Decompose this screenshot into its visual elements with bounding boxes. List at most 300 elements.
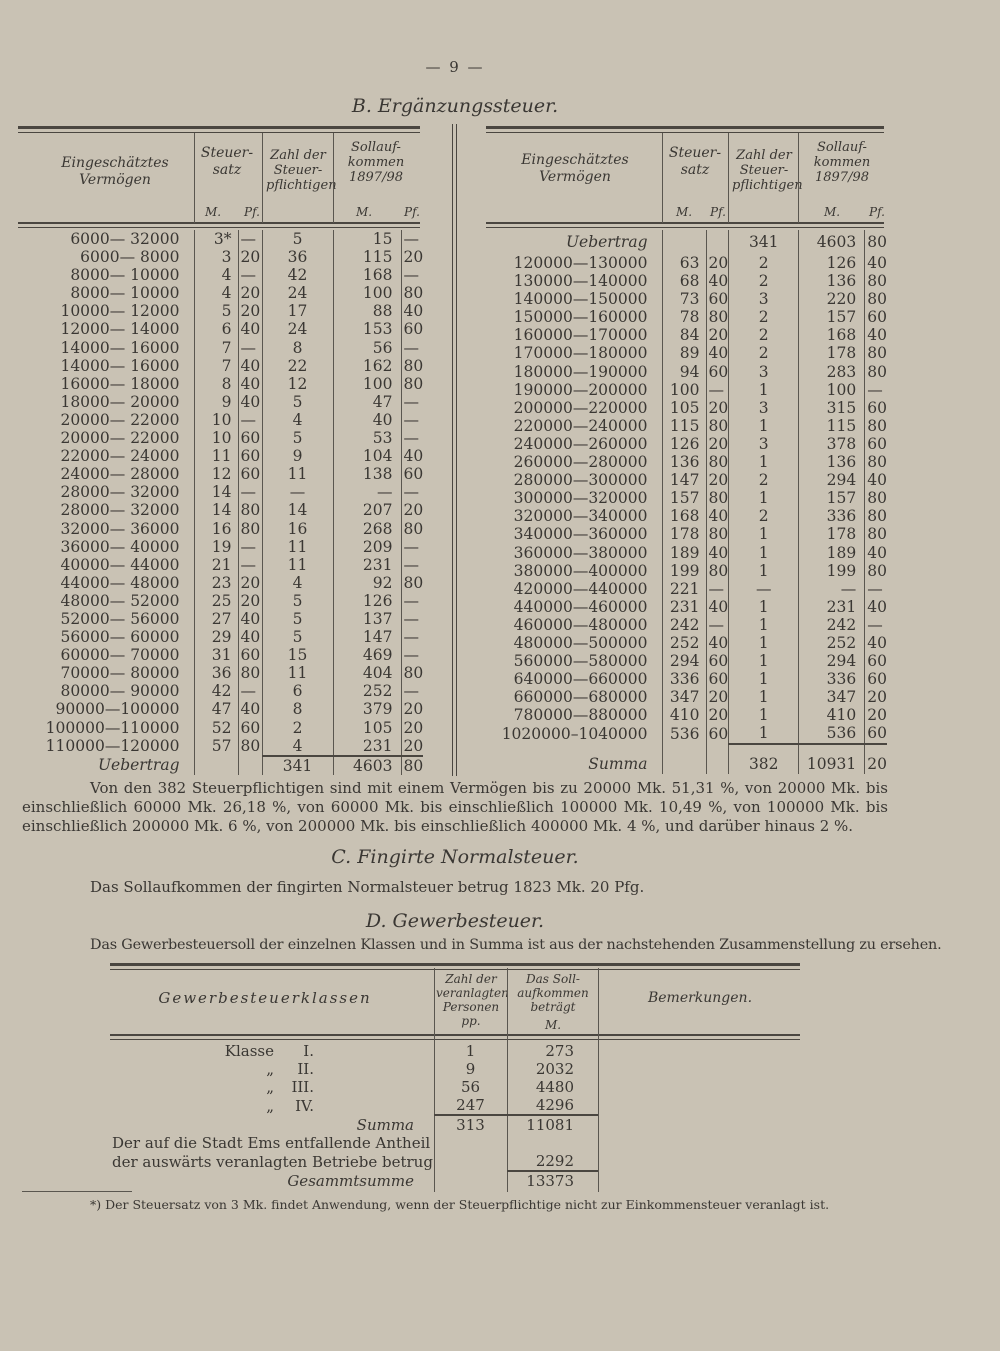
yield-pf-cell: 80 xyxy=(865,272,887,290)
rate-mark-cell: 4 xyxy=(194,284,238,302)
yield-mark-cell: 147 xyxy=(362,628,393,647)
gewerbe-count-cell: 247 xyxy=(456,1096,485,1114)
wealth-range-cell: 10000— 12000 xyxy=(60,302,180,321)
rate-mark-cell: 94 xyxy=(662,363,706,381)
wealth-range-cell: 90000—100000 xyxy=(55,700,180,719)
yield-pf-cell: 20 xyxy=(401,700,423,718)
gewerbe-top-rule xyxy=(110,963,800,970)
class-numeral: II. xyxy=(297,1060,314,1078)
gewerbe-summa-n: 313 xyxy=(434,1115,507,1134)
table-row xyxy=(18,520,423,538)
wealth-range-cell: 140000—150000 xyxy=(513,290,648,309)
gewerbe-count-cell: 56 xyxy=(460,1078,481,1096)
table-row xyxy=(486,598,887,616)
rate-pf-cell: 20 xyxy=(238,574,262,592)
left-header-steuersatz: Steuer- satz xyxy=(200,145,254,178)
table-row xyxy=(18,556,423,574)
yield-mark-cell: 137 xyxy=(362,609,393,628)
yield-pf-cell: — xyxy=(401,646,423,664)
rate-mark-cell: 147 xyxy=(662,471,706,489)
taxpayer-count-cell: 1 xyxy=(729,417,799,435)
gewerbe-table xyxy=(110,1042,598,1190)
yield-mark-cell: 294 xyxy=(826,471,857,490)
class-prefix: „ xyxy=(266,1096,274,1115)
wealth-range-cell: 60000— 70000 xyxy=(60,646,180,665)
rate-pf-cell: 40 xyxy=(238,628,262,646)
left-unit-mark: M. xyxy=(205,205,222,219)
table-row xyxy=(18,302,423,320)
wealth-range-cell: 160000—170000 xyxy=(513,326,648,345)
wealth-range-cell: 100000—110000 xyxy=(45,718,180,737)
right-carry-row xyxy=(486,230,887,254)
rate-mark-cell: 68 xyxy=(662,272,706,290)
rate-mark-cell: 19 xyxy=(194,538,238,556)
wealth-range-cell: 6000— 8000 xyxy=(80,248,180,267)
gewerbe-class-label xyxy=(110,1078,434,1096)
wealth-range-cell: 640000—660000 xyxy=(513,670,648,689)
rate-pf-cell: 60 xyxy=(706,724,729,743)
table-row xyxy=(486,435,887,453)
taxpayer-count-cell: 11 xyxy=(262,556,333,574)
taxpayer-count-cell: 1 xyxy=(729,598,799,616)
left-header-soll: Sollauf- kommen 1897/98 xyxy=(347,140,405,185)
taxpayer-count-cell: 14 xyxy=(262,501,333,519)
right-col-line xyxy=(798,133,799,223)
taxpayer-count-cell: — xyxy=(262,483,333,501)
rate-mark-cell: 347 xyxy=(662,688,706,706)
rate-mark-cell: 23 xyxy=(194,574,238,592)
rate-pf-cell: 60 xyxy=(706,363,729,381)
yield-mark-cell: 178 xyxy=(826,344,857,363)
right-col-line xyxy=(728,133,729,223)
yield-mark-cell: 157 xyxy=(826,489,857,508)
yield-pf-cell: 80 xyxy=(401,664,423,682)
taxpayer-count-cell: 1 xyxy=(729,562,799,580)
right-col-line xyxy=(662,133,663,223)
wealth-range-cell: 170000—180000 xyxy=(513,344,648,363)
yield-mark-cell: 404 xyxy=(362,664,393,683)
taxpayer-count-cell: 5 xyxy=(262,628,333,646)
yield-mark-cell: 242 xyxy=(826,615,857,634)
rate-mark-cell: 410 xyxy=(662,706,706,724)
wealth-range-cell: 12000— 14000 xyxy=(60,320,180,339)
rate-mark-cell: 47 xyxy=(194,700,238,718)
yield-pf-cell: — xyxy=(401,429,423,447)
yield-pf-cell: 20 xyxy=(401,719,423,737)
rate-pf-cell: — xyxy=(238,339,262,357)
taxpayer-count-cell: 1 xyxy=(729,706,799,724)
rate-pf-cell: 20 xyxy=(706,254,729,272)
gewerbe-summa-label: Summa xyxy=(356,1115,414,1134)
table-row xyxy=(18,465,423,483)
gewerbe-count-cell: 1 xyxy=(465,1042,476,1060)
rate-pf-cell: 40 xyxy=(238,357,262,375)
rate-pf-cell: 60 xyxy=(238,447,262,465)
table-row xyxy=(486,363,887,381)
right-unit-soll-pf: Pf. xyxy=(869,205,885,219)
rate-pf-cell: — xyxy=(706,381,729,399)
right-total-label: Summa xyxy=(588,755,648,774)
table-row xyxy=(486,290,887,308)
yield-pf-cell: 80 xyxy=(865,489,887,507)
gewerbe-class-row xyxy=(110,1078,598,1096)
class-numeral: III. xyxy=(291,1078,314,1096)
rate-mark-cell: 157 xyxy=(662,489,706,507)
taxpayer-count-cell: 5 xyxy=(262,429,333,447)
footnote: *) Der Steuersatz von 3 Mk. findet Anwendung, wenn der Steuerpflichtige nicht zur Einkommensteuer veranlagt ist. xyxy=(90,1197,830,1212)
rate-mark-cell: 63 xyxy=(662,254,706,272)
gewerbe-yield-cell: 2032 xyxy=(535,1060,574,1078)
yield-pf-cell: — xyxy=(401,411,423,429)
taxpayer-count-cell: 1 xyxy=(729,688,799,706)
left-total-label: Uebertrag xyxy=(97,756,180,775)
rate-mark-cell: 36 xyxy=(194,664,238,682)
rate-mark-cell: 16 xyxy=(194,520,238,538)
wealth-range-cell: 460000—480000 xyxy=(513,615,648,634)
rate-mark-cell: 29 xyxy=(194,628,238,646)
taxpayer-count-cell: 11 xyxy=(262,538,333,556)
table-row xyxy=(486,724,887,743)
yield-mark-cell: 40 xyxy=(372,410,393,429)
yield-mark-cell: 92 xyxy=(372,573,393,592)
taxpayer-count-cell: 11 xyxy=(262,465,333,483)
taxpayer-count-cell: 5 xyxy=(262,393,333,411)
table-row xyxy=(486,670,887,688)
rate-pf-cell: 20 xyxy=(238,248,262,266)
gewerbe-gesamt-label: Gesammtsumme xyxy=(287,1171,414,1190)
taxpayer-count-cell: 1 xyxy=(729,381,799,399)
yield-pf-cell: — xyxy=(401,230,423,248)
wealth-range-cell: 14000— 16000 xyxy=(60,338,180,357)
table-row xyxy=(486,634,887,652)
rate-pf-cell: 20 xyxy=(706,435,729,453)
rate-pf-cell: 60 xyxy=(238,646,262,664)
rate-pf-cell: 40 xyxy=(706,507,729,525)
left-total-n: 341 xyxy=(262,756,333,775)
class-prefix: Klasse xyxy=(224,1042,274,1060)
yield-pf-cell: — xyxy=(401,610,423,628)
wealth-range-cell: 20000— 22000 xyxy=(60,410,180,429)
rate-pf-cell: 60 xyxy=(706,290,729,308)
yield-pf-cell: — xyxy=(401,592,423,610)
table-row xyxy=(486,580,887,598)
taxpayer-count-cell: 1 xyxy=(729,724,799,743)
taxpayer-count-cell: 12 xyxy=(262,375,333,393)
rate-mark-cell: 252 xyxy=(662,634,706,652)
table-row xyxy=(18,538,423,556)
rate-pf-cell: 80 xyxy=(238,664,262,682)
wealth-range-cell: 150000—160000 xyxy=(513,308,648,327)
rate-pf-cell: 40 xyxy=(238,375,262,393)
yield-mark-cell: 294 xyxy=(826,652,857,671)
rate-pf-cell: 60 xyxy=(706,652,729,670)
rate-pf-cell: 60 xyxy=(238,719,262,737)
page-number: — 9 — xyxy=(425,58,485,76)
rate-mark-cell: 21 xyxy=(194,556,238,574)
rate-pf-cell: — xyxy=(238,682,262,700)
table-row xyxy=(18,411,423,429)
taxpayer-count-cell: — xyxy=(729,580,799,598)
right-carry-sm: 4603 xyxy=(816,232,857,251)
yield-mark-cell: 178 xyxy=(826,525,857,544)
rate-mark-cell: 199 xyxy=(662,562,706,580)
wealth-range-cell: 6000— 32000 xyxy=(70,230,180,248)
wealth-range-cell: 240000—260000 xyxy=(513,434,648,453)
rate-mark-cell: 8 xyxy=(194,375,238,393)
rate-mark-cell: 221 xyxy=(662,580,706,598)
yield-pf-cell: 80 xyxy=(401,357,423,375)
table-row xyxy=(486,254,887,272)
taxpayer-count-cell: 3 xyxy=(729,435,799,453)
right-carry-label: Uebertrag xyxy=(565,232,648,251)
rate-mark-cell: 189 xyxy=(662,544,706,562)
yield-mark-cell: 207 xyxy=(362,501,393,520)
table-row xyxy=(486,525,887,543)
taxpayer-count-cell: 1 xyxy=(729,453,799,471)
yield-mark-cell: 162 xyxy=(362,356,393,375)
rate-mark-cell: 231 xyxy=(662,598,706,616)
rate-pf-cell: 40 xyxy=(238,610,262,628)
table-row xyxy=(486,544,887,562)
taxpayer-count-cell: 42 xyxy=(262,266,333,284)
gewerbe-gesamt-row xyxy=(110,1171,598,1190)
taxpayer-count-cell: 22 xyxy=(262,357,333,375)
rate-pf-cell: 80 xyxy=(706,308,729,326)
rate-mark-cell: 294 xyxy=(662,652,706,670)
wealth-range-cell: 80000— 90000 xyxy=(60,682,180,701)
rate-pf-cell: 40 xyxy=(706,598,729,616)
taxpayer-count-cell: 36 xyxy=(262,248,333,266)
rate-pf-cell: 80 xyxy=(706,562,729,580)
taxpayer-count-cell: 4 xyxy=(262,737,333,756)
rate-pf-cell: 20 xyxy=(238,592,262,610)
wealth-range-cell: 130000—140000 xyxy=(513,272,648,291)
gewerbe-anteil-v: 2292 xyxy=(535,1152,574,1170)
gewerbe-summa-v: 11081 xyxy=(507,1115,598,1134)
wealth-range-cell: 20000— 22000 xyxy=(60,429,180,448)
taxpayer-count-cell: 1 xyxy=(729,544,799,562)
taxpayer-count-cell: 8 xyxy=(262,339,333,357)
gewerbe-class-label xyxy=(110,1060,434,1078)
yield-pf-cell: 20 xyxy=(401,248,423,266)
yield-mark-cell: 336 xyxy=(826,670,857,689)
yield-mark-cell: 115 xyxy=(826,416,857,435)
wealth-range-cell: 320000—340000 xyxy=(513,507,648,526)
rate-pf-cell: 40 xyxy=(238,320,262,338)
table-row xyxy=(486,381,887,399)
rate-mark-cell: 168 xyxy=(662,507,706,525)
section-d-intro: Das Gewerbesteuersoll der einzelnen Klassen und in Summa ist aus der nachstehenden Zusammenstellung zu ersehen. xyxy=(90,937,942,953)
rate-mark-cell: 52 xyxy=(194,719,238,737)
wealth-range-cell: 44000— 48000 xyxy=(60,573,180,592)
table-row xyxy=(18,447,423,465)
table-row xyxy=(18,483,423,501)
rate-pf-cell: 80 xyxy=(706,489,729,507)
rate-pf-cell: — xyxy=(706,616,729,634)
taxpayer-count-cell: 2 xyxy=(729,344,799,362)
wealth-range-cell: 360000—380000 xyxy=(513,543,648,562)
wealth-range-cell: 32000— 36000 xyxy=(60,519,180,538)
rate-mark-cell: 42 xyxy=(194,682,238,700)
right-total-row xyxy=(486,744,887,774)
wealth-range-cell: 52000— 56000 xyxy=(60,609,180,628)
left-header-vermoegen: Eingeschätztes Vermögen xyxy=(61,155,169,188)
rate-mark-cell: 105 xyxy=(662,399,706,417)
table-row xyxy=(18,628,423,646)
rate-pf-cell: 80 xyxy=(238,501,262,519)
table-row xyxy=(18,574,423,592)
rate-pf-cell: 40 xyxy=(238,393,262,411)
wealth-range-cell: 180000—190000 xyxy=(513,362,648,381)
gewerbe-yield-cell: 4296 xyxy=(535,1096,574,1114)
rate-mark-cell: 84 xyxy=(662,326,706,344)
rate-mark-cell: 12 xyxy=(194,465,238,483)
gewerbe-header-bemerkungen: Bemerkungen. xyxy=(647,990,753,1006)
rate-pf-cell: 40 xyxy=(706,272,729,290)
wealth-range-cell: 18000— 20000 xyxy=(60,392,180,411)
rate-mark-cell: 126 xyxy=(662,435,706,453)
right-unit-pf: Pf. xyxy=(710,205,726,219)
wealth-range-cell: 22000— 24000 xyxy=(60,447,180,466)
wealth-range-cell: 1020000–1040000 xyxy=(501,724,648,743)
yield-mark-cell: 231 xyxy=(362,555,393,574)
wealth-range-cell: 440000—460000 xyxy=(513,597,648,616)
footnote-rule xyxy=(22,1191,132,1192)
taxpayer-count-cell: 3 xyxy=(729,399,799,417)
taxpayer-count-cell: 2 xyxy=(729,308,799,326)
section-d-title: D. Gewerbesteuer. xyxy=(365,910,545,932)
gewerbe-yield-cell: 273 xyxy=(545,1042,574,1060)
yield-mark-cell: 469 xyxy=(362,646,393,665)
yield-pf-cell: — xyxy=(401,266,423,284)
wealth-range-cell: 24000— 28000 xyxy=(60,465,180,484)
yield-pf-cell: — xyxy=(865,616,887,634)
taxpayer-count-cell: 9 xyxy=(262,447,333,465)
yield-pf-cell: — xyxy=(401,628,423,646)
wealth-range-cell: 420000—440000 xyxy=(513,579,648,598)
left-col-line xyxy=(194,133,195,223)
taxpayer-count-cell: 2 xyxy=(729,507,799,525)
yield-pf-cell: — xyxy=(401,339,423,357)
rate-mark-cell: 89 xyxy=(662,344,706,362)
table-row xyxy=(18,320,423,338)
yield-mark-cell: 283 xyxy=(826,362,857,381)
yield-pf-cell: 40 xyxy=(865,634,887,652)
left-unit-soll-pf: Pf. xyxy=(404,205,420,219)
table-row xyxy=(18,393,423,411)
gewerbe-summa-row xyxy=(110,1115,598,1134)
table-row xyxy=(486,507,887,525)
yield-pf-cell: 40 xyxy=(865,598,887,616)
yield-mark-cell: 199 xyxy=(826,561,857,580)
rate-pf-cell: — xyxy=(238,483,262,501)
section-c-text: Das Sollaufkommen der fingirten Normalsteuer betrug 1823 Mk. 20 Pfg. xyxy=(90,878,645,896)
table-row xyxy=(18,266,423,284)
yield-mark-cell: 209 xyxy=(362,537,393,556)
wealth-range-cell: 340000—360000 xyxy=(513,525,648,544)
rate-pf-cell: 20 xyxy=(706,471,729,489)
gewerbe-header-rule xyxy=(110,1034,800,1040)
gewerbe-anteil-row-1 xyxy=(110,1134,598,1152)
yield-pf-cell: 80 xyxy=(401,574,423,592)
table-row xyxy=(18,610,423,628)
yield-pf-cell: 80 xyxy=(865,525,887,543)
taxpayer-count-cell: 3 xyxy=(729,363,799,381)
table-row xyxy=(18,682,423,700)
rate-pf-cell: 20 xyxy=(706,688,729,706)
left-header-zahl: Zahl der Steuer- pflichtigen xyxy=(266,148,337,193)
right-header-zahl: Zahl der Steuer- pflichtigen xyxy=(732,148,803,193)
taxpayer-count-cell: 1 xyxy=(729,634,799,652)
right-total-n: 382 xyxy=(729,744,799,774)
rate-pf-cell: 80 xyxy=(706,525,729,543)
table-row xyxy=(486,688,887,706)
rate-pf-cell: 80 xyxy=(706,453,729,471)
rate-pf-cell: 60 xyxy=(238,429,262,447)
taxpayer-count-cell: 15 xyxy=(262,646,333,664)
yield-pf-cell: 20 xyxy=(401,737,423,756)
yield-pf-cell: 80 xyxy=(401,520,423,538)
rate-mark-cell: 6 xyxy=(194,320,238,338)
wealth-range-cell: 220000—240000 xyxy=(513,416,648,435)
yield-mark-cell: 115 xyxy=(362,248,393,267)
yield-mark-cell: — xyxy=(377,483,393,502)
rate-pf-cell: 80 xyxy=(706,417,729,435)
left-total-sm: 4603 xyxy=(333,756,401,775)
rate-pf-cell: 80 xyxy=(238,737,262,756)
class-numeral: I. xyxy=(303,1042,314,1060)
right-header-vermoegen: Eingeschätztes Vermögen xyxy=(521,152,629,185)
wealth-range-cell: 110000—120000 xyxy=(45,737,180,756)
right-unit-soll-mark: M. xyxy=(824,205,841,219)
right-total-spf: 20 xyxy=(865,744,887,774)
taxpayer-count-cell: 5 xyxy=(262,230,333,248)
yield-pf-cell: 80 xyxy=(865,363,887,381)
yield-mark-cell: — xyxy=(840,579,857,598)
taxpayer-count-cell: 11 xyxy=(262,664,333,682)
wealth-range-cell: 56000— 60000 xyxy=(60,628,180,647)
yield-mark-cell: 336 xyxy=(826,507,857,526)
rate-mark-cell: 14 xyxy=(194,483,238,501)
gewerbe-header-klassen: Gewerbesteuerklassen xyxy=(158,989,372,1007)
yield-mark-cell: 220 xyxy=(826,290,857,309)
rate-mark-cell: 4 xyxy=(194,266,238,284)
right-carry-spf: 80 xyxy=(865,230,887,254)
wealth-range-cell: 300000—320000 xyxy=(513,489,648,508)
taxpayer-count-cell: 2 xyxy=(262,719,333,737)
left-col-line xyxy=(333,133,334,223)
yield-mark-cell: 100 xyxy=(362,284,393,303)
table-row xyxy=(18,230,423,248)
yield-pf-cell: 80 xyxy=(865,562,887,580)
rate-mark-cell: 9 xyxy=(194,393,238,411)
yield-mark-cell: 104 xyxy=(362,447,393,466)
taxpayer-count-cell: 1 xyxy=(729,489,799,507)
class-prefix: „ xyxy=(266,1078,274,1096)
yield-pf-cell: 80 xyxy=(401,284,423,302)
table-row xyxy=(486,562,887,580)
taxpayer-count-cell: 1 xyxy=(729,670,799,688)
yield-pf-cell: 60 xyxy=(865,724,887,743)
yield-pf-cell: 60 xyxy=(865,652,887,670)
yield-mark-cell: 136 xyxy=(826,272,857,291)
yield-mark-cell: 100 xyxy=(826,380,857,399)
rate-mark-cell: 25 xyxy=(194,592,238,610)
yield-mark-cell: 379 xyxy=(362,700,393,719)
taxpayer-count-cell: 2 xyxy=(729,326,799,344)
yield-pf-cell: 80 xyxy=(865,507,887,525)
yield-pf-cell: — xyxy=(401,556,423,574)
